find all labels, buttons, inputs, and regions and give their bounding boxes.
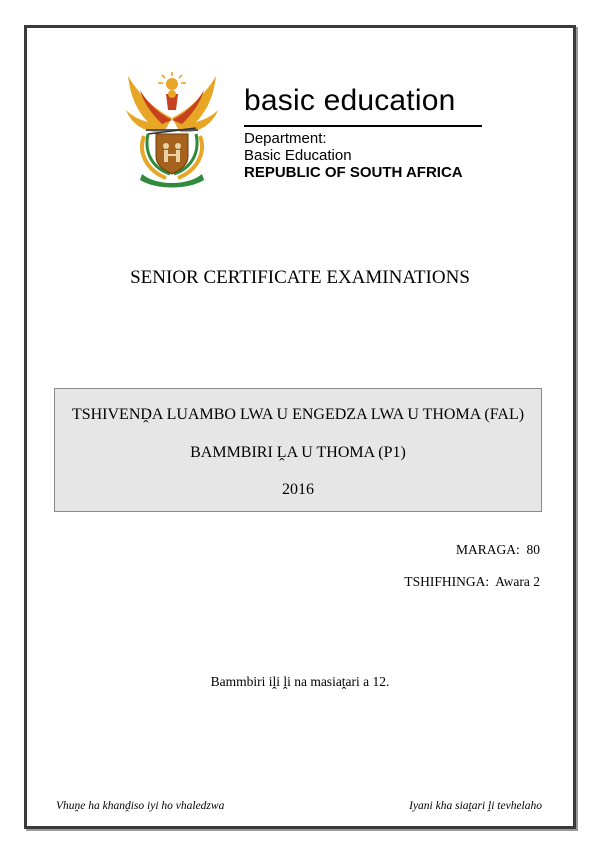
time-label: TSHIFHINGA: Awara 2 [404, 574, 540, 589]
subject-title: TSHIVENḒA LUAMBO LWA U ENGEDZA LWA U THOMA (FAL) [71, 406, 525, 423]
logo-divider [244, 125, 482, 127]
footer-copyright: Vhuṋe ha khanḓiso iyi ho vhaledzwa [56, 800, 225, 812]
department-line1: Department: [244, 130, 327, 147]
logo-title: basic education [244, 84, 456, 117]
country-label: REPUBLIC OF SOUTH AFRICA [244, 164, 463, 181]
footer-turn-over: Iyani kha siaṱari ḽi tevhelaho [409, 800, 542, 812]
marks-label: MARAGA: 80 [455, 542, 540, 557]
exam-year: 2016 [282, 481, 314, 498]
department-line2: Basic Education [244, 147, 352, 164]
exam-name: SENIOR CERTIFICATE EXAMINATIONS [130, 267, 470, 288]
coat-of-arms-icon [122, 70, 222, 188]
paper-title: BAMMBIRI ḼA U THOMA (P1) [190, 444, 406, 461]
page-count-note: Bammbiri iḽi ḽi na masiaṱari a 12. [210, 674, 390, 689]
title-box [54, 388, 542, 512]
department-label [244, 130, 352, 164]
